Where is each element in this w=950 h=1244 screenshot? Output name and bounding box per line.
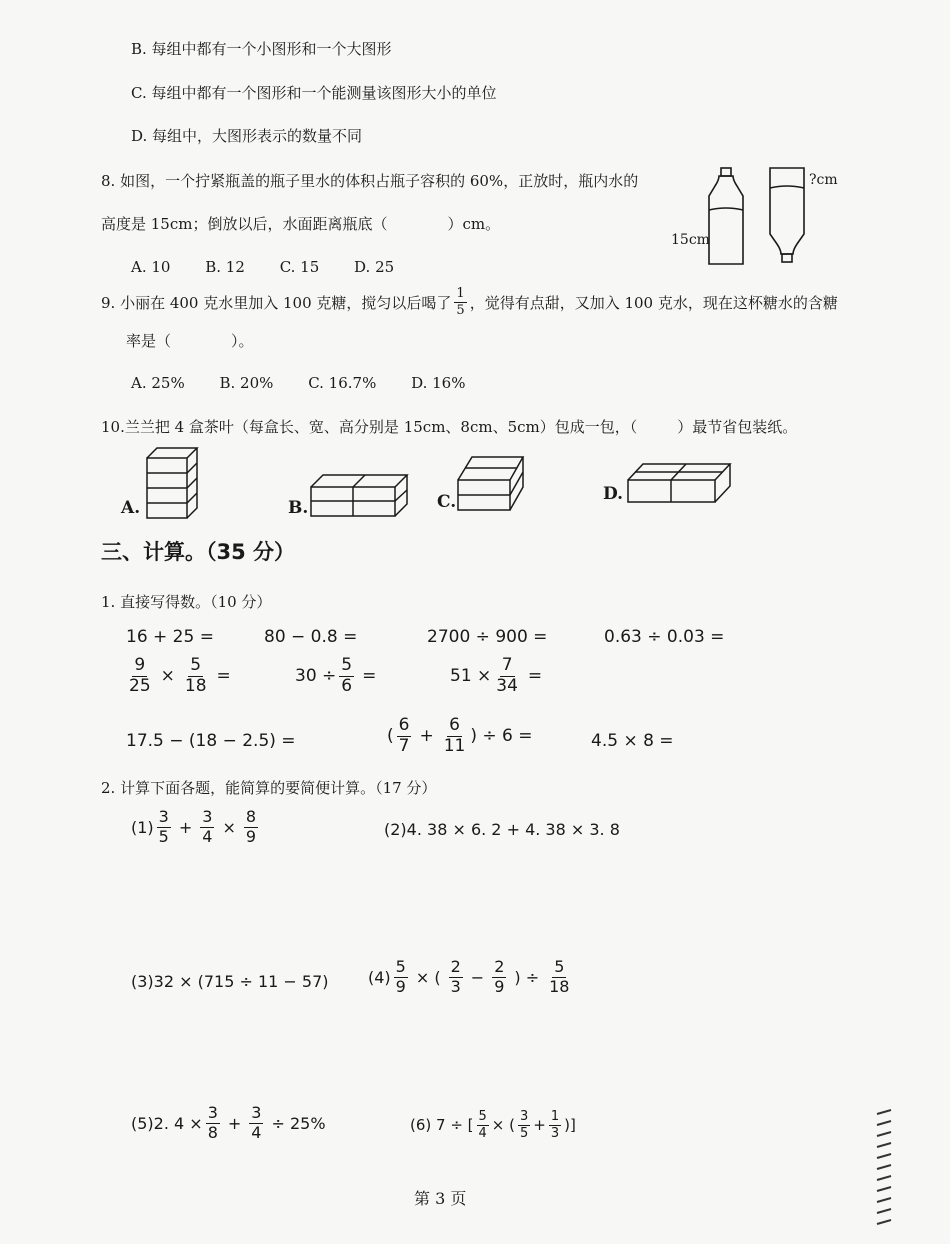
p2-problem2: (2)4. 38 × 6. 2 + 4. 38 × 3. 8 — [384, 820, 620, 839]
p1-row2-item1: $\frac{9}{25}$ × $\frac{5}{18}$ = — [129, 655, 231, 696]
p1-row2-item2: 30 ÷ $\frac{5}{6}$ = — [295, 655, 377, 696]
bottle-height-label: 15cm — [671, 232, 710, 248]
q8-option-c: C. 15 — [279, 258, 320, 276]
bottle-inverted-illustration — [770, 168, 804, 262]
p1-row1-item1: 16 + 25 = — [126, 627, 214, 647]
p1-row1-item4: 0.63 ÷ 0.03 = — [604, 627, 725, 647]
q7-option-d: D. 每组中，大图形表示的数量不同 — [131, 127, 363, 145]
arrangement-a-label: A. — [121, 498, 141, 518]
q9-option-a: A. 25% — [131, 374, 185, 392]
part1-title: 1. 直接写得数。（10 分） — [101, 593, 272, 611]
p2-problem4: (4) $\frac{5}{9}$ × ( $\frac{2}{3}$ − $\frac{2}{9}$ ) ÷ $\frac{5}{18}$ — [368, 957, 570, 996]
part2-title: 2. 计算下面各题，能简算的要简便计算。（17 分） — [101, 779, 437, 797]
q8-options — [131, 258, 424, 276]
q8-text-line1: 8. 如图，一个拧紧瓶盖的瓶子里水的体积占瓶子容积的 60%，正放时，瓶内水的 — [101, 172, 639, 190]
section-3-heading: 三、计算。（35 分） — [101, 540, 296, 564]
p1-row1-item2: 80 − 0.8 = — [264, 627, 358, 647]
q8-option-d: D. 25 — [354, 258, 395, 276]
binding-hatch-marks — [875, 1110, 897, 1230]
q9-option-c: C. 16.7% — [308, 374, 377, 392]
arrangement-d-illustration — [628, 464, 730, 502]
q9-fraction: $\frac{1}{5}$ — [456, 286, 465, 318]
p1-row1-item3: 2700 ÷ 900 = — [427, 627, 548, 647]
p1-row3-item3: 4.5 × 8 = — [591, 731, 674, 751]
p2-problem6: (6) 7 ÷ [ $\frac{5}{4}$ × ( $\frac{3}{5}$ + $\frac{1}{3}$ )] — [410, 1109, 576, 1141]
q7-option-b: B. 每组中都有一个小图形和一个大图形 — [131, 40, 392, 58]
bottle-upright-illustration — [709, 168, 743, 264]
q9-option-b: B. 20% — [219, 374, 274, 392]
p1-row3-item2: ( $\frac{6}{7}$ + $\frac{6}{11}$ ) ÷ 6 = — [387, 715, 533, 756]
arrangement-c-illustration — [458, 457, 523, 510]
q8-text-line2: 高度是 15cm；倒放以后，水面距离瓶底（ ）cm。 — [101, 215, 501, 233]
arrangement-b-illustration — [311, 475, 407, 516]
arrangement-a-illustration — [147, 448, 197, 518]
p1-row3-item1: 17.5 − (18 − 2.5) = — [126, 731, 296, 751]
p1-row2-item3: 51 × $\frac{7}{34}$ = — [450, 655, 543, 696]
p2-problem5: (5)2. 4 × $\frac{3}{8}$ + $\frac{3}{4}$ ÷ 25% — [131, 1103, 326, 1142]
p2-problem3: (3)32 × (715 ÷ 11 − 57) — [131, 972, 329, 991]
arrangement-c-label: C. — [437, 492, 457, 512]
arrangement-b-label: B. — [288, 498, 309, 518]
q7-option-c: C. 每组中都有一个图形和一个能测量该图形大小的单位 — [131, 84, 497, 102]
q9-options — [131, 374, 495, 392]
q8-option-a: A. 10 — [131, 258, 171, 276]
q9-option-d: D. 16% — [411, 374, 466, 392]
q8-option-b: B. 12 — [205, 258, 245, 276]
q10-text: 10.兰兰把 4 盒茶叶（每盒长、宽、高分别是 15cm、8cm、5cm）包成一包，（ ）最节省包装纸。 — [101, 418, 798, 436]
bottle-unknown-label: ?cm — [809, 172, 838, 188]
q9-text-line2: 率是（ ）。 — [126, 332, 254, 350]
q9-text-line1: 9. 小丽在 400 克水里加入 100 克糖，搅匀以后喝了 $\frac{1}{5}$ ，觉得有点甜，又加入 100 克水，现在这杯糖水的含糖 — [101, 286, 838, 318]
page-number: 第 3 页 — [414, 1189, 467, 1208]
p2-problem1: (1) $\frac{3}{5}$ + $\frac{3}{4}$ × $\frac{8}{9}$ — [131, 807, 257, 846]
box-arrangements — [115, 440, 755, 525]
arrangement-d-label: D. — [603, 484, 624, 504]
